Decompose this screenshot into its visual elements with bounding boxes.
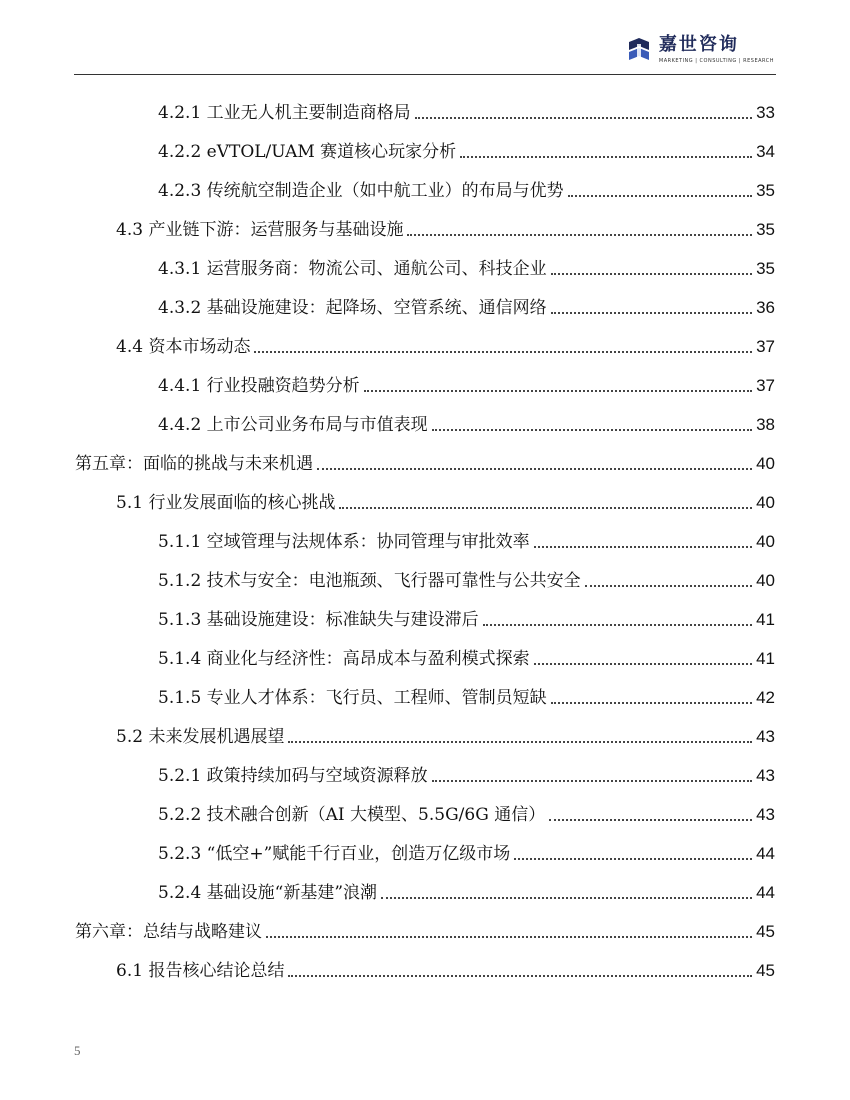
toc-dot-leader — [549, 819, 752, 821]
toc-entry-page: 43 — [756, 766, 775, 785]
toc-entry[interactable] — [158, 683, 775, 709]
toc-dot-leader — [551, 312, 752, 314]
toc-entry-title: 4.4.2 上市公司业务布局与市值表现 — [158, 415, 428, 435]
brand-tagline: MARKETING | CONSULTING | RESEARCH — [658, 58, 774, 64]
toc-dot-leader — [317, 468, 752, 470]
toc-entry[interactable] — [75, 917, 775, 943]
toc-entry-page: 44 — [756, 883, 775, 902]
toc-entry-title: 5.1.2 技术与安全：电池瓶颈、飞行器可靠性与公共安全 — [158, 571, 581, 591]
toc-dot-leader — [514, 858, 752, 860]
toc-entry[interactable] — [116, 332, 775, 358]
toc-dot-leader — [551, 702, 752, 704]
toc-dot-leader — [266, 936, 752, 938]
toc-entry-title: 第六章：总结与战略建议 — [75, 922, 262, 942]
toc-entry-page: 41 — [756, 610, 775, 629]
toc-entry-title: 5.1.4 商业化与经济性：高昂成本与盈利模式探索 — [158, 649, 530, 669]
toc-dot-leader — [339, 507, 752, 509]
toc-entry-page: 44 — [756, 844, 775, 863]
toc-entry[interactable] — [158, 98, 775, 124]
toc-entry[interactable] — [158, 644, 775, 670]
page-header — [74, 28, 776, 75]
toc-entry[interactable] — [158, 527, 775, 553]
toc-dot-leader — [288, 975, 752, 977]
toc-entry-page: 45 — [756, 961, 775, 980]
toc-dot-leader — [460, 156, 752, 158]
toc-dot-leader — [432, 429, 752, 431]
toc-entry[interactable] — [158, 878, 775, 904]
toc-dot-leader — [568, 195, 752, 197]
brand-logo-icon — [625, 36, 653, 64]
toc-entry-title: 5.1.5 专业人才体系：飞行员、工程师、管制员短缺 — [158, 688, 547, 708]
toc-entry[interactable] — [158, 410, 775, 436]
toc-entry-page: 37 — [756, 337, 775, 356]
toc-entry-title: 5.2.3 “低空+”赋能千行百业，创造万亿级市场 — [158, 844, 511, 864]
toc-entry[interactable] — [158, 293, 775, 319]
page-number: 5 — [74, 1043, 81, 1058]
toc-dot-leader — [483, 624, 752, 626]
toc-entry-page: 35 — [756, 259, 775, 278]
toc-entry-page: 36 — [756, 298, 775, 317]
toc-dot-leader — [551, 273, 752, 275]
toc-entry-title: 4.2.3 传统航空制造企业（如中航工业）的布局与优势 — [158, 181, 564, 201]
toc-entry[interactable] — [158, 254, 775, 280]
toc-entry-title: 第五章：面临的挑战与未来机遇 — [75, 454, 313, 474]
toc-entry-title: 4.4.1 行业投融资趋势分析 — [158, 376, 360, 396]
toc-entry[interactable] — [158, 839, 775, 865]
toc-entry-title: 4.3.1 运营服务商：物流公司、通航公司、科技企业 — [158, 259, 547, 279]
toc-entry[interactable] — [116, 722, 775, 748]
toc-entry-title: 4.3.2 基础设施建设：起降场、空管系统、通信网络 — [158, 298, 547, 318]
toc-entry-title: 4.3 产业链下游：运营服务与基础设施 — [116, 220, 404, 240]
toc-entry[interactable] — [158, 566, 775, 592]
toc-entry-page: 43 — [756, 727, 775, 746]
toc-dot-leader — [534, 663, 752, 665]
toc-entry-title: 4.4 资本市场动态 — [116, 337, 251, 357]
toc-dot-leader — [432, 780, 752, 782]
toc-entry[interactable] — [158, 176, 775, 202]
toc-entry[interactable] — [116, 215, 775, 241]
toc-entry-page: 40 — [756, 571, 775, 590]
toc-entry-title: 4.2.2 eVTOL/UAM 赛道核心玩家分析 — [158, 142, 457, 162]
toc-entry-title: 5.1.3 基础设施建设：标准缺失与建设滞后 — [158, 610, 479, 630]
toc-entry-title: 5.2.4 基础设施“新基建”浪潮 — [158, 883, 378, 903]
toc-entry-page: 35 — [756, 181, 775, 200]
toc-entry-page: 35 — [756, 220, 775, 239]
brand-logo — [625, 34, 774, 70]
toc-entry-page: 42 — [756, 688, 775, 707]
toc-entry[interactable] — [116, 488, 775, 514]
toc-dot-leader — [254, 351, 752, 353]
toc-dot-leader — [381, 897, 752, 899]
toc-entry[interactable] — [158, 137, 775, 163]
toc-entry-title: 6.1 报告核心结论总结 — [116, 961, 285, 981]
toc-entry[interactable] — [116, 956, 775, 982]
toc-entry-title: 4.2.1 工业无人机主要制造商格局 — [158, 103, 411, 123]
toc-entry-page: 40 — [756, 454, 775, 473]
toc-entry-page: 38 — [756, 415, 775, 434]
toc-entry-title: 5.1 行业发展面临的核心挑战 — [116, 493, 336, 513]
toc-entry-page: 40 — [756, 532, 775, 551]
brand-name: 嘉世咨询 — [658, 34, 739, 55]
toc-entry[interactable] — [158, 800, 775, 826]
toc-entry-page: 33 — [756, 103, 775, 122]
toc-entry-page: 45 — [756, 922, 775, 941]
toc-dot-leader — [288, 741, 752, 743]
toc-entry[interactable] — [158, 761, 775, 787]
toc-dot-leader — [407, 234, 752, 236]
toc-entry-title: 5.2.2 技术融合创新（AI 大模型、5.5G/6G 通信） — [158, 805, 546, 825]
toc-entry-title: 5.1.1 空域管理与法规体系：协同管理与审批效率 — [158, 532, 530, 552]
toc-entry[interactable] — [158, 605, 775, 631]
toc-dot-leader — [415, 117, 752, 119]
toc-dot-leader — [585, 585, 752, 587]
toc-entry[interactable] — [158, 371, 775, 397]
toc-dot-leader — [534, 546, 752, 548]
toc-entry[interactable] — [75, 449, 775, 475]
toc-dot-leader — [364, 390, 752, 392]
toc-entry-title: 5.2.1 政策持续加码与空域资源释放 — [158, 766, 428, 786]
toc-entry-page: 41 — [756, 649, 775, 668]
toc-entry-page: 37 — [756, 376, 775, 395]
toc-entry-title: 5.2 未来发展机遇展望 — [116, 727, 285, 747]
toc-entry-page: 43 — [756, 805, 775, 824]
toc-entry-page: 40 — [756, 493, 775, 512]
toc-entry-page: 34 — [756, 142, 775, 161]
